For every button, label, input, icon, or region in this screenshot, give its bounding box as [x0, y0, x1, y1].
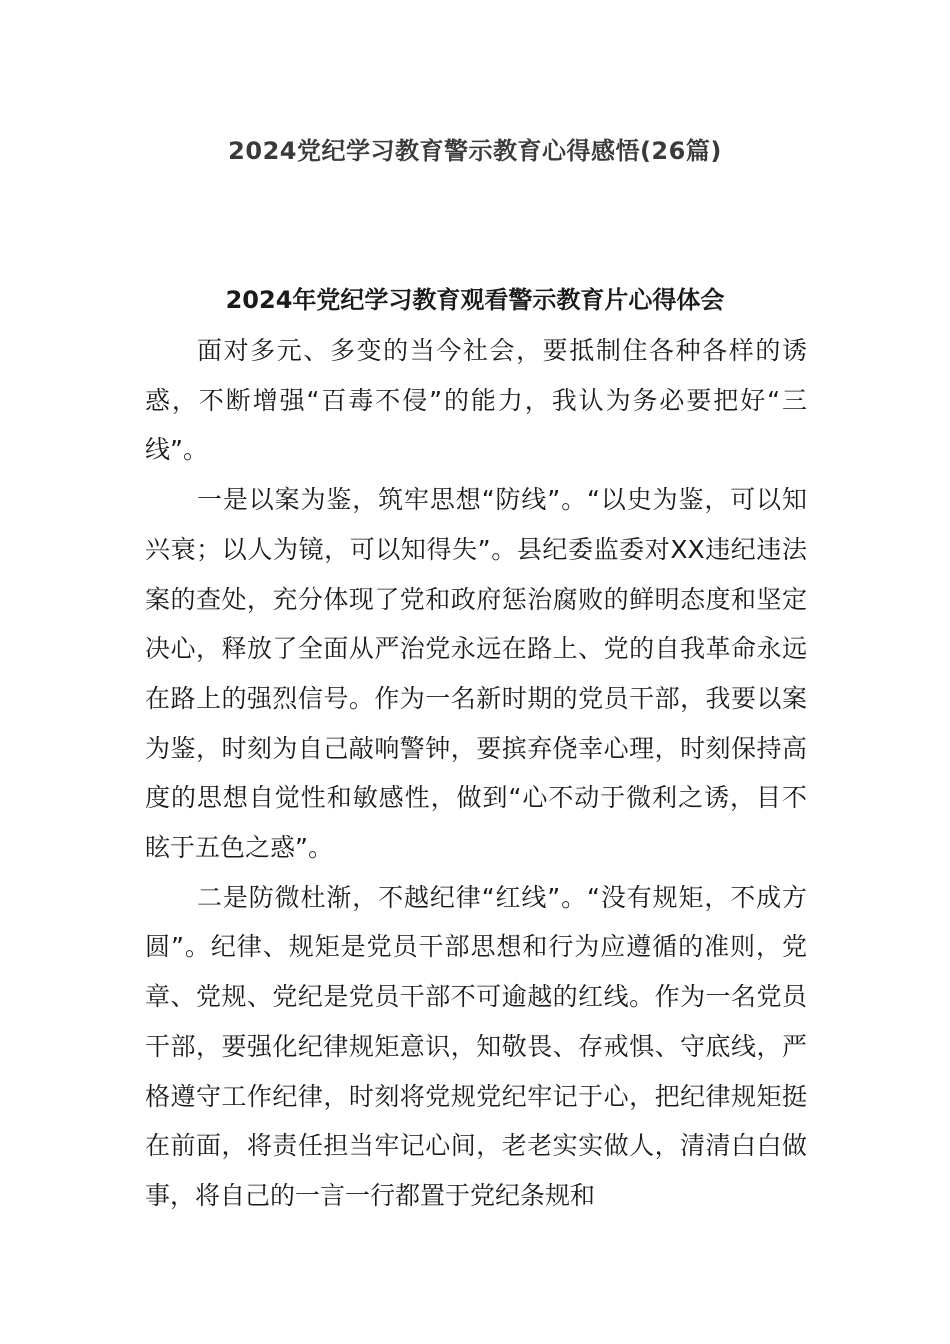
paragraph-point-one: 一是以案为鉴，筑牢思想“防线”。“以史为鉴，可以知兴衰；以人为镜，可以知得失”。县纪委监委对XX违纪违法案的查处，充分体现了党和政府惩治腐败的鲜明态度和坚定决心，释放了全面从严治党永远在路上、党的自我革命永远在路上的强烈信号。作为一名新时期的党员干部，我要以案为鉴，时刻为自己敲响警钟，要摈弃侥幸心理，时刻保持高度的思想自觉性和敏感性，做到“心不动于微利之诱，目不眩于五色之惑”。	[145, 485, 807, 863]
section-title: 2024年党纪学习教育观看警示教育片心得体会	[225, 286, 725, 314]
paragraph-intro: 面对多元、多变的当今社会，要抵制住各种各样的诱惑，不断增强“百毒不侵”的能力，我认为务必要把好“三线”。	[145, 336, 807, 465]
body-text	[145, 326, 807, 1221]
document-title: 2024党纪学习教育警示教育心得感悟(26篇)	[228, 137, 722, 165]
paragraph-point-two: 二是防微杜渐，不越纪律“红线”。“没有规矩，不成方圆”。纪律、规矩是党员干部思想和行为应遵循的准则，党章、党规、党纪是党员干部不可逾越的红线。作为一名党员干部，要强化纪律规矩意识，知敬畏、存戒惧、守底线，严格遵守工作纪律，时刻将党规党纪牢记于心，把纪律规矩挺在前面，将责任担当牢记心间，老老实实做人，清清白白做事，将自己的一言一行都置于党纪条规和	[145, 882, 807, 1210]
